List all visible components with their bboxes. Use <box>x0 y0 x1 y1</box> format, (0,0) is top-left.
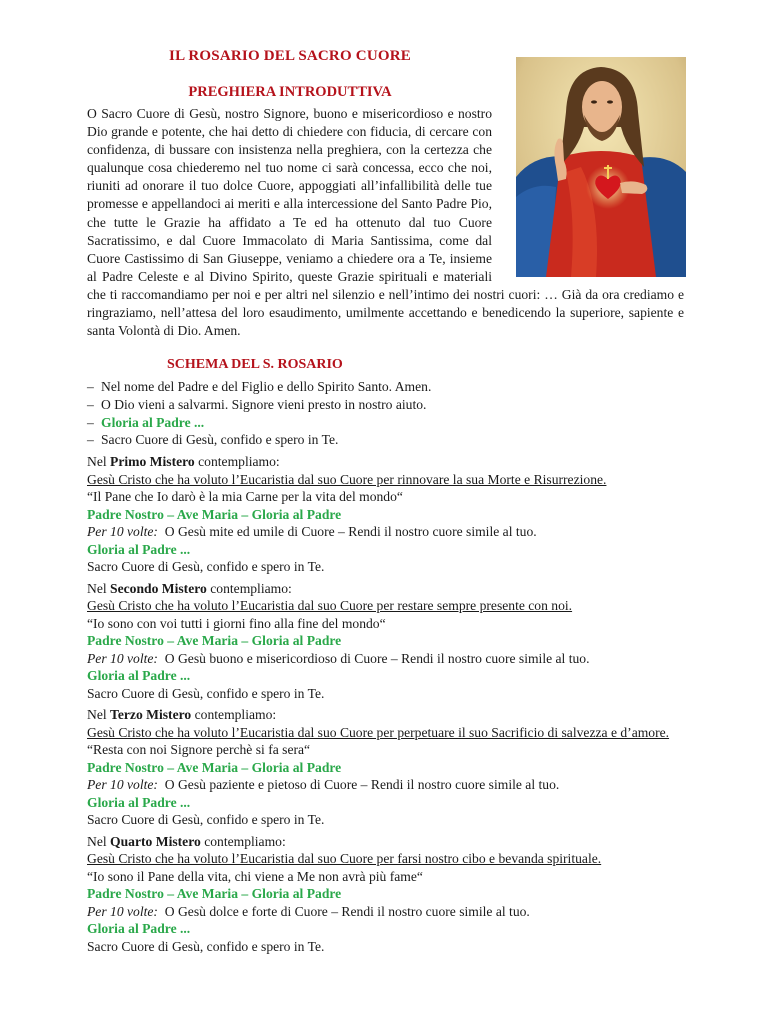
mystery-description: Gesù Cristo che ha voluto l’Eucaristia dal suo Cuore per rinnovare la sua Morte e Risurrezione. <box>87 471 607 487</box>
mystery-gloria: Gloria al Padre ... <box>87 794 191 810</box>
mystery-quote: “Io sono con voi tutti i giorni fino alla fine del mondo“ <box>87 615 386 631</box>
mystery-prayers: Padre Nostro – Ave Maria – Gloria al Padre <box>87 759 342 775</box>
mystery-invocation: Per 10 volte: O Gesù mite ed umile di Cuore – Rendi il nostro cuore simile al tuo. <box>87 524 537 539</box>
mystery-prayers: Padre Nostro – Ave Maria – Gloria al Padre <box>87 886 342 901</box>
schema-item: – O Dio vieni a salvarmi. Signore vieni presto in nostro aiuto. <box>87 396 427 412</box>
mystery-closing: Sacro Cuore di Gesù, confido e spero in Te. <box>87 812 325 827</box>
mystery-quote: “Resta con noi Signore perchè si fa sera“ <box>87 742 311 757</box>
mystery-block: Nel Secondo Mistero contempliamo: Gesù Cristo che ha voluto l’Eucaristia dal suo Cuore per restare sempre presente con noi. “Io sono con voi tutti i giorni fino alla fine del mondo“ Padre Nostro – Ave Maria – Gloria al Padre Per 10 volte: O Gesù buono e misericordioso di Cuore – Rendi il nostro cuore simile al tuo. Gloria al Padre ... Sacro Cuore di Gesù, confido e spero in Te. <box>87 580 687 703</box>
mystery-closing: Sacro Cuore di Gesù, confido e spero in Te. <box>87 685 325 701</box>
intro-heading: PREGHIERA INTRODUTTIVA <box>188 84 392 100</box>
schema-item: – Nel nome del Padre e del Figlio e dello Spirito Santo. Amen. <box>87 379 432 394</box>
mystery-name: Quarto Mistero <box>110 833 201 849</box>
intro-prayer-body: O Sacro Cuore di Gesù, nostro Signore, buono e misericordioso e nostro Dio grande e potente, che hai detto di chiedere con fiducia, di cercare con confidenza, di bussare con insistenza nella preghiera, con la certezza che qualunque cosa chiederemo nel tuo nome ci sarà concessa, ecco che noi, riuniti ad onorare il tuo dolce Cuore, appoggiati all’infallibilità delle tue promesse e appellandoci ai meriti e alla intercessione del Santo Padre Pio, che tutte le Grazie ha affidato a Te ed ha ottenuto dal tuo Cuore Sacratissimo, e dal Cuore Immacolato di Maria Santissima, come dal Cuore Castissimo di San Giuseppe, veniamo a chiedere ora a Te, insieme al Padre Celeste e al Divino Spirito, queste Grazie spirituali e materiali che ti raccomandiamo per noi e per altri nel silenzio e nell’intimo dei nostri cuori: … Già da ora crediamo e ringraziamo, nell’attesa del loro esaudimento, umilmente accettando e benedicendo la superiore, sapiente e santa Volontà di Dio. Amen. <box>87 106 684 339</box>
mystery-prayers: Padre Nostro – Ave Maria – Gloria al Padre <box>87 506 342 522</box>
mystery-name: Primo Mistero <box>110 454 195 469</box>
schema-heading: SCHEMA DEL S. ROSARIO <box>167 357 343 372</box>
mystery-name: Secondo Mistero <box>110 580 207 596</box>
schema-item: – Sacro Cuore di Gesù, confido e spero in Te. <box>87 432 339 448</box>
mystery-quote: “Il Pane che Io darò è la mia Carne per la vita del mondo“ <box>87 489 403 504</box>
mystery-invocation: Per 10 volte: O Gesù buono e misericordioso di Cuore – Rendi il nostro cuore simile al tuo. <box>87 650 590 666</box>
mystery-closing: Sacro Cuore di Gesù, confido e spero in Te. <box>87 559 325 574</box>
mystery-block: Nel Primo Mistero contempliamo: Gesù Cristo che ha voluto l’Eucaristia dal suo Cuore per rinnovare la sua Morte e Risurrezione. “Il Pane che Io darò è la mia Carne per la vita del mondo“ Padre Nostro – Ave Maria – Gloria al Padre Per 10 volte: O Gesù mite ed umile di Cuore – Rendi il nostro cuore simile al tuo. Gloria al Padre ... Sacro Cuore di Gesù, confido e spero in Te. <box>87 453 687 576</box>
mystery-gloria: Gloria al Padre ... <box>87 921 191 936</box>
mystery-block: Nel Quarto Mistero contempliamo: Gesù Cristo che ha voluto l’Eucaristia dal suo Cuore per farsi nostro cibo e bevanda spirituale. “Io sono il Pane della vita, chi viene a Me non avrà più fame“ Padre Nostro – Ave Maria – Gloria al Padre Per 10 volte: O Gesù dolce e forte di Cuore – Rendi il nostro cuore simile al tuo. Gloria al Padre ... Sacro Cuore di Gesù, confido e spero in Te. <box>87 833 687 956</box>
mystery-invocation: Per 10 volte: O Gesù dolce e forte di Cuore – Rendi il nostro cuore simile al tuo. <box>87 903 530 919</box>
mystery-block: Nel Terzo Mistero contempliamo: Gesù Cristo che ha voluto l’Eucaristia dal suo Cuore per perpetuare il suo Sacrificio di salvezza e d’amore. “Resta con noi Signore perchè si fa sera“ Padre Nostro – Ave Maria – Gloria al Padre Per 10 volte: O Gesù paziente e pietoso di Cuore – Rendi il nostro cuore simile al tuo. Gloria al Padre ... Sacro Cuore di Gesù, confido e spero in Te. <box>87 706 687 829</box>
mystery-closing: Sacro Cuore di Gesù, confido e spero in Te. <box>87 938 325 954</box>
mystery-gloria: Gloria al Padre ... <box>87 541 191 557</box>
mystery-gloria: Gloria al Padre ... <box>87 668 191 683</box>
intro-prayer-text <box>87 105 684 340</box>
image-wrap-spacer <box>492 105 684 281</box>
schema-list <box>87 378 697 449</box>
mystery-quote: “Io sono il Pane della vita, chi viene a Me non avrà più fame“ <box>87 868 423 884</box>
mystery-prayers: Padre Nostro – Ave Maria – Gloria al Padre <box>87 633 342 648</box>
mystery-description: Gesù Cristo che ha voluto l’Eucaristia dal suo Cuore per farsi nostro cibo e bevanda spirituale. <box>87 851 602 866</box>
mysteries-list <box>87 453 687 959</box>
mystery-description: Gesù Cristo che ha voluto l’Eucaristia dal suo Cuore per restare sempre presente con noi. <box>87 598 573 613</box>
mystery-name: Terzo Mistero <box>110 707 192 722</box>
mystery-invocation: Per 10 volte: O Gesù paziente e pietoso di Cuore – Rendi il nostro cuore simile al tuo. <box>87 777 560 792</box>
mystery-description: Gesù Cristo che ha voluto l’Eucaristia dal suo Cuore per perpetuare il suo Sacrificio di salvezza e d’amore. <box>87 724 670 740</box>
page-title: IL ROSARIO DEL SACRO CUORE <box>169 48 411 64</box>
schema-item: – Gloria al Padre ... <box>87 414 205 430</box>
